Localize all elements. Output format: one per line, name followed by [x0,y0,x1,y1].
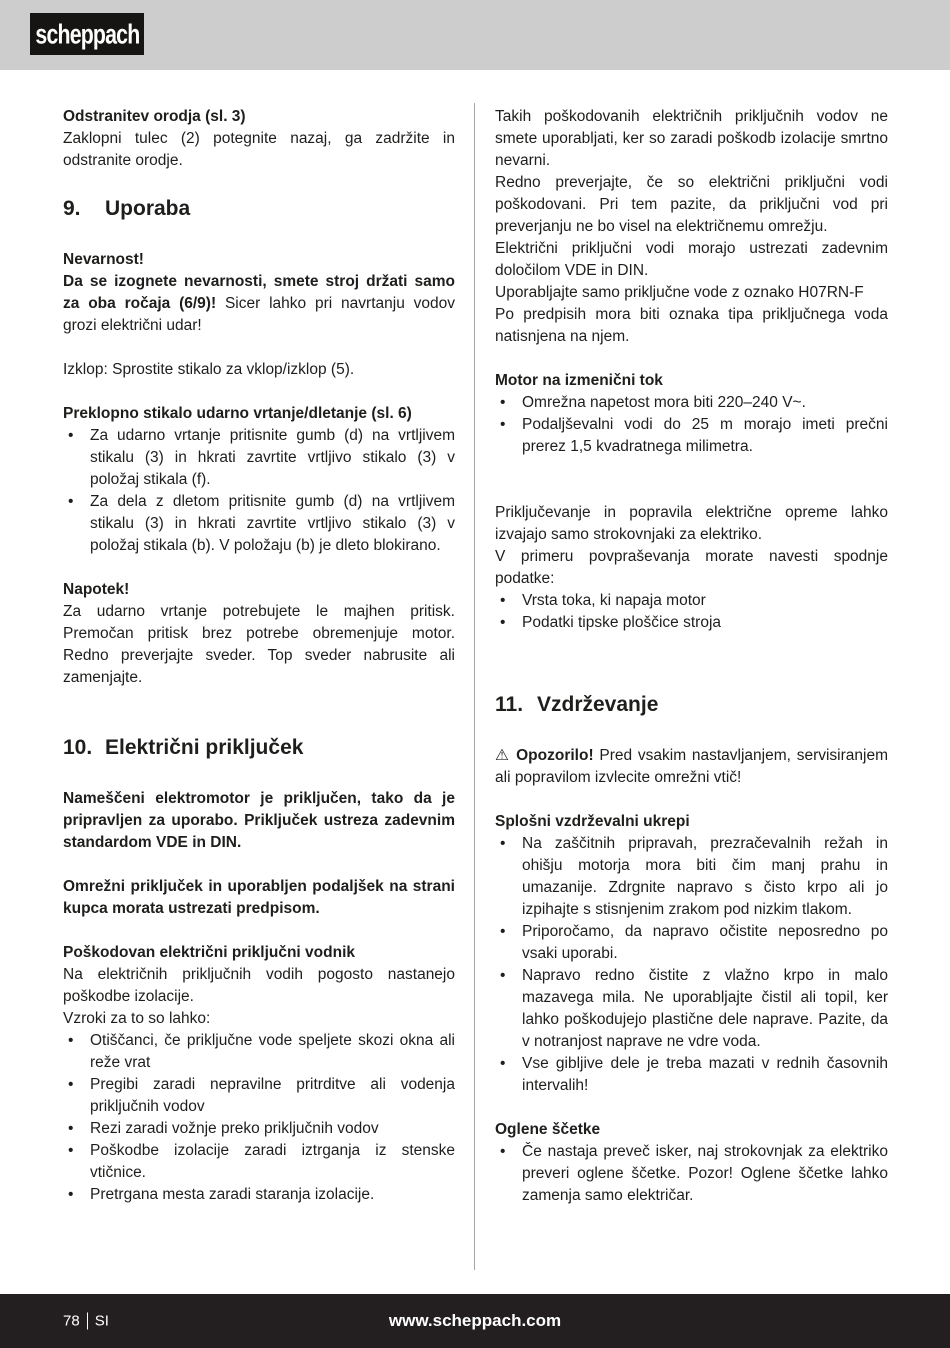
bullet-text: Za udarno vrtanje pritisnite gumb (d) na vrtljivem stikalu (3) in hkrati zavrtite vrtljivo stikalo (3) v položaj stikala (f). [90,427,455,488]
spacer [63,920,455,942]
subheading: Odstranitev orodja (sl. 3) [63,108,246,125]
column-divider [474,103,475,1270]
bullet-icon: • [500,614,506,631]
language-code: SI [94,1312,109,1330]
bullet-text: Rezi zaradi vožnje preko priključnih vodov [90,1120,379,1137]
warning-paragraph [495,745,888,789]
scheppach-logo [30,13,144,55]
left-column [63,106,455,1206]
bullet-icon: • [500,592,506,609]
paragraph: Vzroki za to so lahko: [63,1010,211,1027]
page-header-band [0,0,950,70]
section-title: Uporaba [105,197,191,220]
bullet-item [63,491,455,557]
bullet-item [495,612,888,634]
subheading: Motor na izmenični tok [495,372,663,389]
bullet-item [495,1141,888,1207]
bullet-text: Če nastaja preveč isker, naj strokovnjak za elektriko preveri oglene ščetke. Pozor! Oglene ščetke lahko zamenja samo električar. [522,1143,888,1204]
bullet-icon: • [68,427,74,444]
bullet-item [63,1030,455,1074]
spacer [495,789,888,811]
warning-label: Opozorilo! [516,747,594,764]
right-column [495,106,888,1207]
bullet-item [495,590,888,612]
section-title: Električni priključek [105,736,304,759]
paragraph: Izklop: Sprostite stikalo za vklop/izklop (5). [63,361,355,378]
subheading: Poškodovan električni priključni vodnik [63,944,355,961]
bullet-text: Vse gibljive dele je treba mazati v rednih časovnih intervalih! [522,1055,888,1094]
bullet-text: Pregibi zaradi nepravilne pritrditve ali vodenja priključnih vodov [90,1076,455,1115]
paragraph-regular: Sicer lahko pri navrtanju vodov grozi električni udar! [63,295,456,334]
spacer [63,854,455,876]
section-number: 10. [63,736,93,759]
spacer [63,381,455,403]
bullet-icon: • [68,1186,74,1203]
bullet-list [495,1141,888,1207]
bullet-item [495,965,888,1053]
website-url: www.scheppach.com [388,1311,562,1330]
bullet-item [495,414,888,458]
section-number: 11. [495,693,524,716]
subheading: Napotek! [63,581,130,598]
bullet-text: Priporočamo, da napravo očistite neposredno po vsaki uporabi. [522,923,888,962]
scheppach-logo-text: scheppach [35,17,140,50]
paragraph: Za udarno vrtanje potrebujete le majhen pritisk. Premočan pritisk brez potrebe obremenjuje motor. Redno preverjajte sveder. Top sveder nabrusite ali zamenjajte. [63,603,455,686]
spacer [495,1097,888,1119]
paragraph-bold-lead: Da se izognete nevarnosti, smete stroj držati samo za oba ročaja (6/9)! [63,273,455,312]
bullet-text: Otiščanci, če priključne vode speljete skozi okna ali reže vrat [90,1032,455,1071]
section-number: 9. [63,197,81,220]
bullet-icon: • [68,1076,74,1093]
bullet-icon: • [68,1142,74,1159]
paragraph: Na električnih priključnih vodih pogosto nastanejo poškodbe izolacije. [63,966,455,1005]
bullet-icon: • [68,1120,74,1137]
bullet-text: Podaljševalni vodi do 25 m morajo imeti prečni prerez 1,5 kvadratnega milimetra. [522,416,888,455]
subheading: Nevarnost! [63,251,144,268]
bullet-item [63,1118,455,1140]
spacer [495,348,888,370]
section-heading-11 [495,690,888,719]
bullet-item [495,921,888,965]
bullet-list [63,1030,455,1206]
paragraph: Uporabljajte samo priključne vode z oznako H07RN-F [495,284,864,301]
page-number: 78 [63,1312,80,1330]
bullet-icon: • [500,1143,506,1160]
bullet-text: Vrsta toka, ki napaja motor [522,592,706,609]
paragraph: Po predpisih mora biti oznaka tipa priključnega voda natisnjena na njem. [495,306,888,345]
paragraph: Električni priključni vodi morajo ustrezati zadevnim določilom VDE in DIN. [495,240,888,279]
section-heading-9 [63,194,455,223]
bullet-icon: • [500,835,506,852]
warning-triangle-icon: ⚠ [495,747,511,764]
bullet-text: Poškodbe izolacije zaradi iztrganja iz stenske vtičnice. [90,1142,455,1181]
bullet-icon: • [68,493,74,510]
bullet-text: Napravo redno čistite z vlažno krpo in malo mazavega mila. Ne uporabljajte čistil ali topil, ker lahko poškodujejo plastične dele naprave. Pazite, da v notranjost naprave ne vdre voda. [522,967,888,1050]
bullet-text: Na zaščitnih pripravah, prezračevalnih režah in ohišju motorja mora biti čim manj prahu in umazanije. Zdrgnite napravo s čisto krpo ali jo izpihajte s stisnjenim zrakom pod nizkim tlakom. [522,835,888,918]
bullet-item [63,1184,455,1206]
spacer [495,458,888,502]
paragraph: Zaklopni tulec (2) potegnite nazaj, ga zadržite in odstranite orodje. [63,130,455,169]
subheading: Oglene ščetke [495,1121,601,1138]
paragraph-bold: Nameščeni elektromotor je priključen, tako da je pripravljen za uporabo. Priključek ustreza zadevnim standardom VDE in DIN. [63,790,455,851]
warning-text: Pred vsakim nastavljanjem, servisiranjem ali popravilom izvlecite omrežni vtič! [495,747,889,786]
bullet-item [495,833,888,921]
subheading: Splošni vzdrževalni ukrepi [495,813,690,830]
bullet-item [63,425,455,491]
bullet-text: Pretrgana mesta zaradi staranja izolacije. [90,1186,375,1203]
spacer [63,337,455,359]
paragraph: Priključevanje in popravila električne opreme lahko izvajajo samo strokovnjaki za elektriko. [495,504,888,543]
bullet-list [63,425,455,557]
bullet-icon: • [500,394,506,411]
bullet-icon: • [68,1032,74,1049]
subheading: Preklopno stikalo udarno vrtanje/dletanje (sl. 6) [63,405,412,422]
bullet-item [63,1140,455,1184]
bullet-icon: • [500,416,506,433]
bullet-icon: • [500,1055,506,1072]
paragraph-bold: Omrežni priključek in uporabljen podaljšek na strani kupca morata ustrezati predpisom. [63,878,455,917]
bullet-text: Omrežna napetost mora biti 220–240 V~. [522,394,806,411]
bullet-item [495,392,888,414]
paragraph: V primeru povpraševanja morate navesti spodnje podatke: [495,548,888,587]
bullet-item [63,1074,455,1118]
spacer [63,557,455,579]
section-heading-10 [63,733,455,762]
paragraph [63,271,455,337]
page-footer-band [0,1294,950,1348]
bullet-list [495,392,888,458]
bullet-text: Za dela z dletom pritisnite gumb (d) na vrtljivem stikalu (3) in hkrati zavrtite vrtljivo stikalo (3) v položaj stikala (b). V položaju (b) je dleto blokirano. [90,493,455,554]
bullet-list [495,590,888,634]
section-title: Vzdrževanje [537,693,659,716]
bullet-text: Podatki tipske ploščice stroja [522,614,722,631]
bullet-list [495,833,888,1097]
bullet-item [495,1053,888,1097]
paragraph: Redno preverjajte, če so električni priključni vodi poškodovani. Pri tem pazite, da priključni vod pri preverjanju ne bo visel na električnemu omrežju. [495,174,888,235]
bullet-icon: • [500,923,506,940]
bullet-icon: • [500,967,506,984]
paragraph: Takih poškodovanih električnih priključnih vodov ne smete uporabljati, ker so zaradi poškodb izolacije smrtno nevarni. [495,108,888,169]
